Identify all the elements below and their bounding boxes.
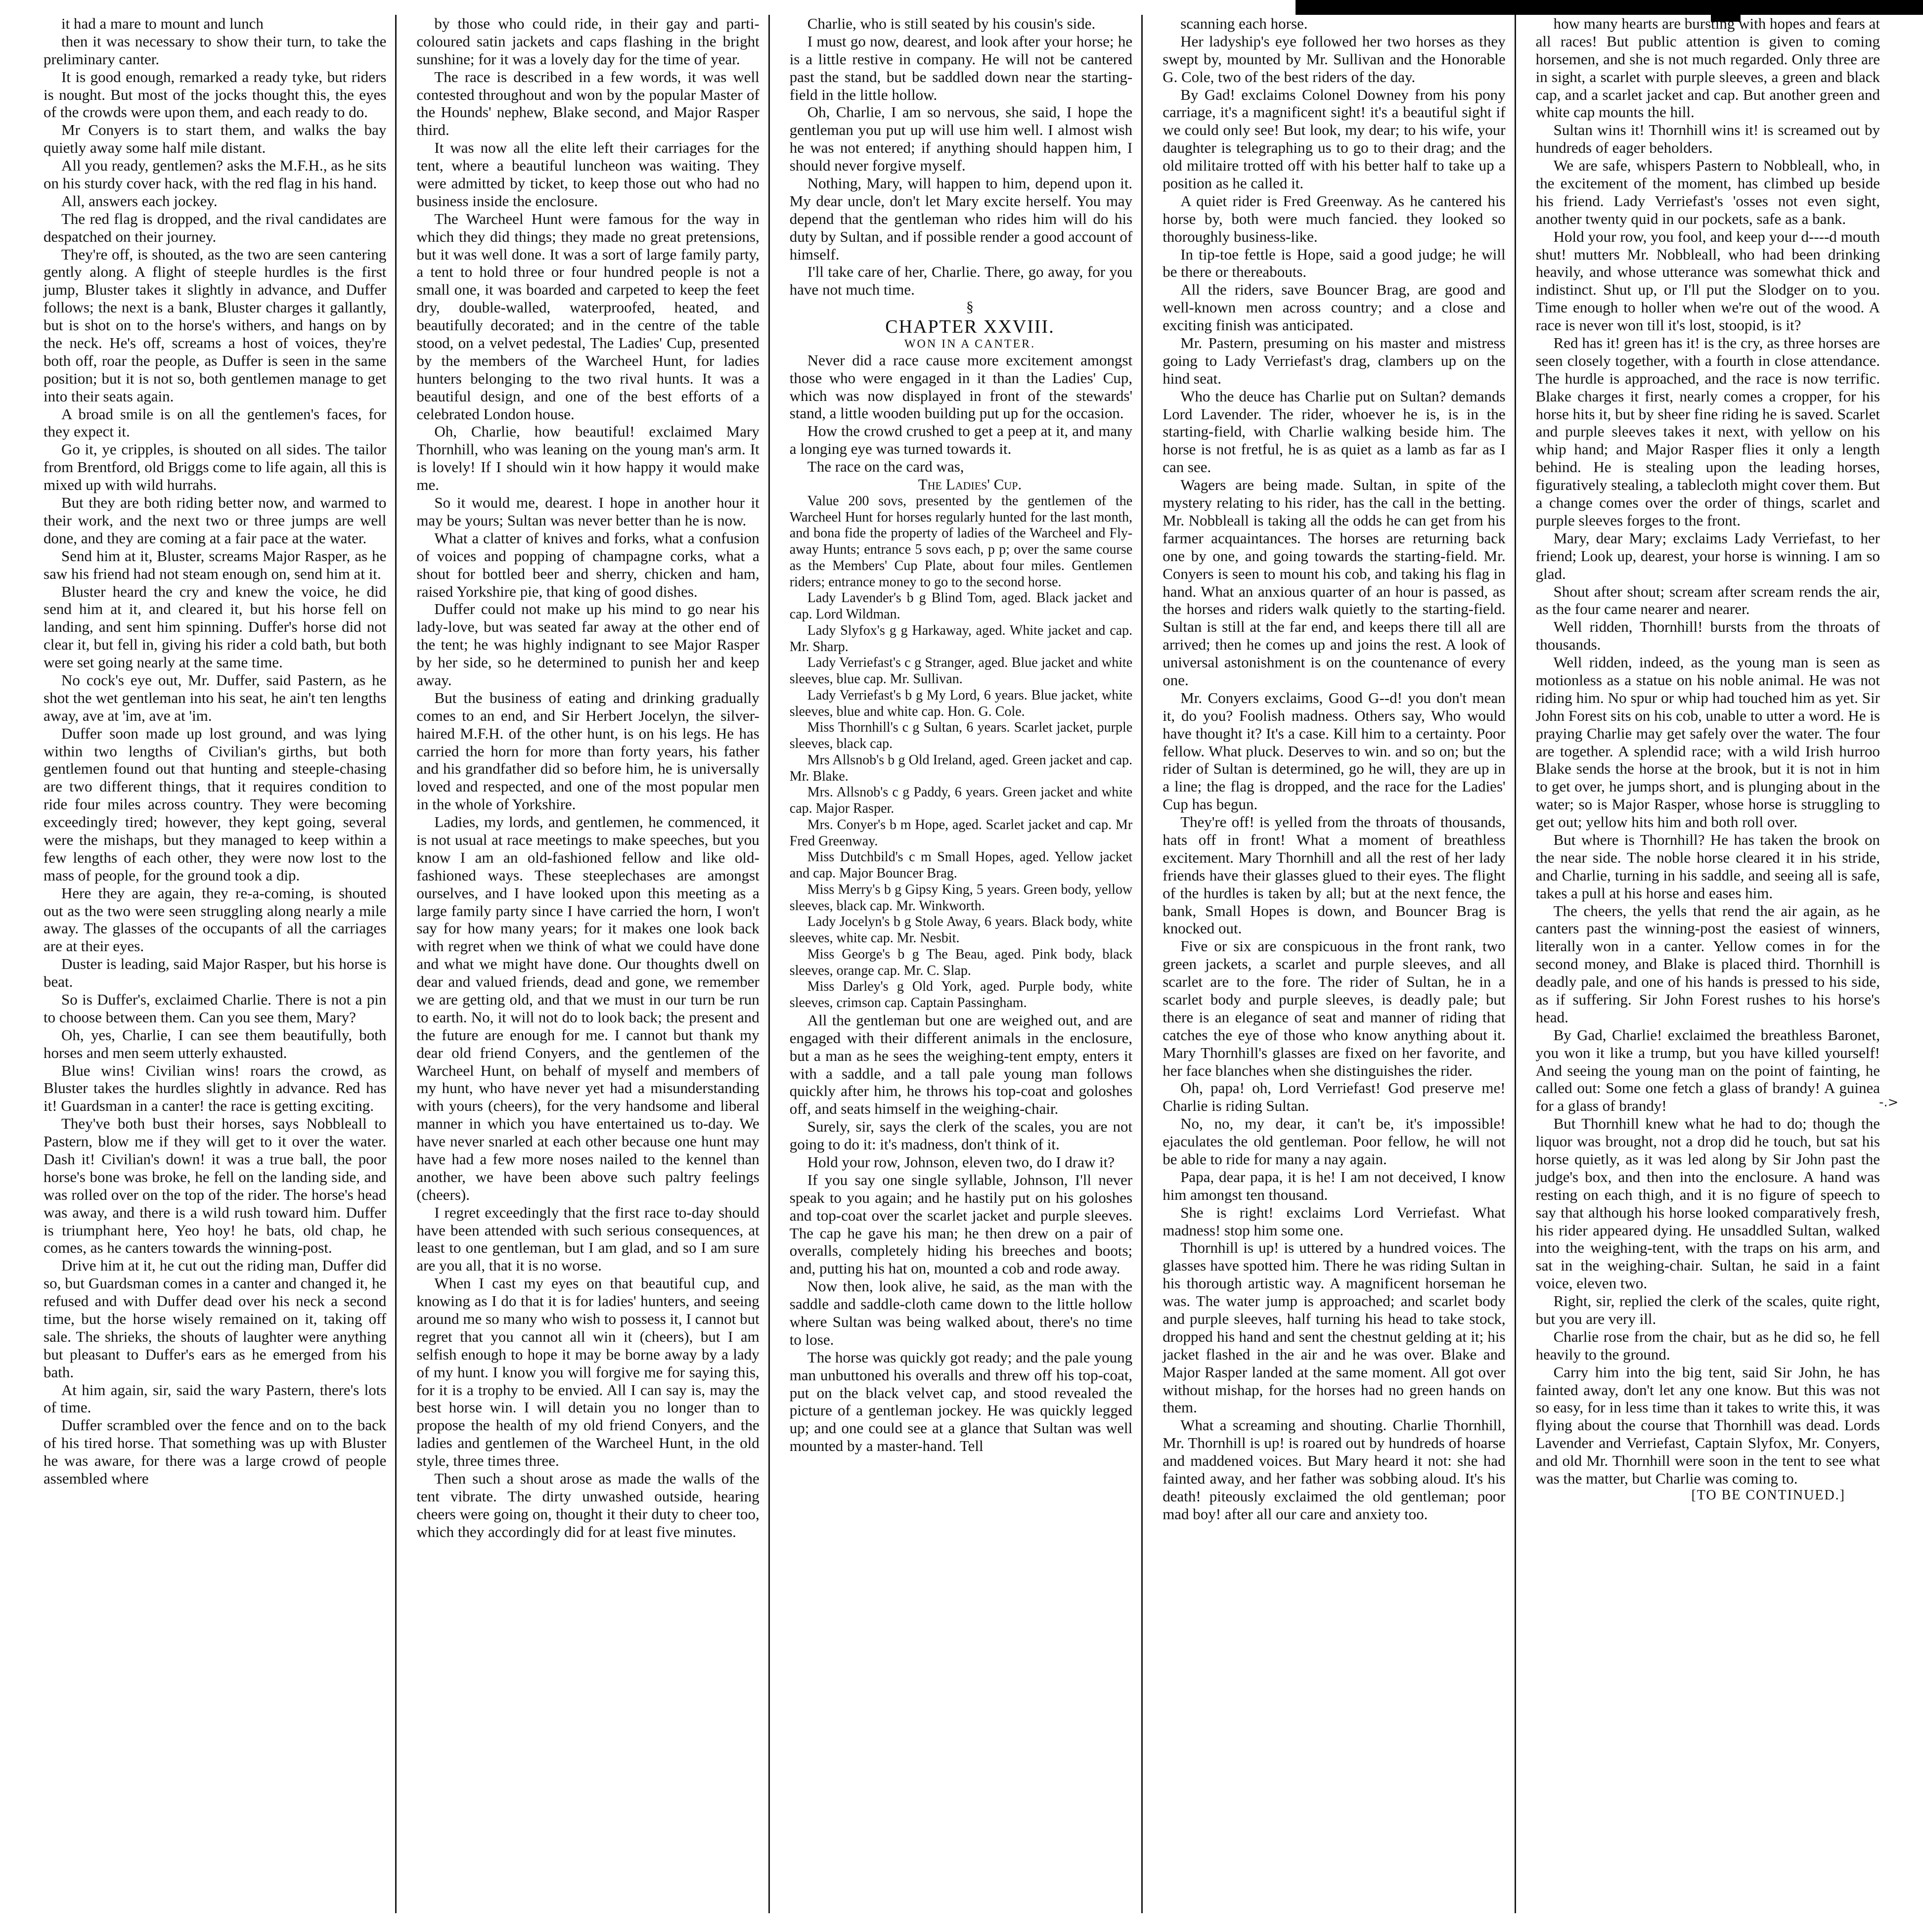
paragraph: The red flag is dropped, and the rival candidates are despatched on their journey. [44, 210, 387, 245]
column-3 [781, 15, 1143, 1913]
paragraph: They're off! is yelled from the throats of thousands, hats off in front! What a moment of breathless excitement. Mary Thornhill and all the rest of her lady friends have their glasses glued to their eyes. The flight of the hurdles is taken by all; but at the next fence, the bank, Small Hopes is down, and Bouncer Brag is knocked out. [1163, 813, 1506, 937]
column-1-text [44, 15, 386, 1488]
paragraph: Right, sir, replied the clerk of the scales, quite right, but you are very ill. [1535, 1292, 1880, 1328]
paragraph: How the crowd crushed to get a peep at it, and many a longing eye was turned towards it. [789, 422, 1133, 458]
paragraph: But the business of eating and drinking gradually comes to an end, and Sir Herbert Jocelyn, the silver-haired M.F.H. of the other hunt, is on his legs. He has carried the horn for more than forty years, his father and his grandfather did so before him, he is universally loved and respected, and one of the most popular men in the whole of Yorkshire. [416, 689, 760, 813]
paragraph: We are safe, whispers Pastern to Nobbleall, who, in the excitement of the moment, has climbed up beside his friend. Lady Verriefast's 'osses not even sight, another twenty quid in our pockets, safe as a bank. [1535, 157, 1880, 227]
section-ornament: § [966, 299, 974, 315]
paragraph: Five or six are conspicuous in the front rank, two green jackets, a scarlet and purple sleeves, and all scarlet are to the fore. The rider of Sultan, he in a scarlet body and purple sleeves, is deadly pale; but there is an elegance of seat and manner of riding that catches the eye of those who know anything about it. Mary Thornhill's glasses are fixed on her favorite, and her face blanches when she distinguishes the rider. [1163, 937, 1506, 1079]
paragraph: Oh, yes, Charlie, I can see them beautifully, both horses and men seem utterly exhausted. [44, 1026, 387, 1061]
paragraph: Oh, Charlie, I am so nervous, she said, I hope the gentleman you put up will use him well. I almost wish he was not entered; if anything should happen him, I should never forgive myself. [789, 103, 1133, 175]
race-entry: Lady Lavender's b g Blind Tom, aged. Black jacket and cap. Lord Wildman. [789, 590, 1133, 622]
paragraph: What a clatter of knives and forks, what a confusion of voices and popping of champagne corks, what a shout for bottled beer and sherry, chicken and ham, raised Yorkshire pie, that king of good dishes. [416, 529, 760, 600]
paragraph: At him again, sir, said the wary Pastern, there's lots of time. [44, 1381, 387, 1416]
paragraph: Mr. Pastern, presuming on his master and mistress going to Lady Verriefast's drag, clambers up on the hind seat. [1163, 334, 1506, 387]
paragraph: Duffer soon made up lost ground, and was lying within two lengths of Civilian's girths, but both gentlemen found out that hunting and steeple-chasing are two different things, that it requires condition to ride four miles across country. They were becoming exceedingly tired; however, they kept going, several were the mishaps, but they managed to keep within a few lengths of each other, they were now lost to the mass of people, for the ground took a dip. [44, 724, 387, 884]
paragraph: Thornhill is up! is uttered by a hundred voices. The glasses have spotted him. There he was riding Sultan in his thorough artistic way. A magnificent horseman he was. The water jump is approached; and scarlet body and purple sleeves, half turning his head to take stock, dropped his hand and sent the chestnut gelding at it; his jacket flashed in the air and he was over. Blake and Major Rasper landed at the same moment. All got over without mishap, for the horses had no green hands on them. [1163, 1239, 1506, 1416]
paragraph: If you say one single syllable, Johnson, I'll never speak to you again; and he hastily put on his goloshes and top-coat over the scarlet jacket and purple sleeves. The cap he gave his man; he then drew on a pair of overalls, completely hiding his breeches and boots; and, putting his hat on, mounted a cob and rode away. [789, 1171, 1133, 1277]
paragraph: Hold your row, you fool, and keep your d----d mouth shut! mutters Mr. Nobbleall, who had been drinking heavily, and whose utterance was somewhat thick and indistinct. Shut up, or I'll put the Slodger on to you. Time enough to holler when we're out of the wood. A race is never won till it's lost, stoopid, is it? [1535, 227, 1880, 334]
race-entry: Miss Darley's g Old York, aged. Purple body, white sleeves, crimson cap. Captain Passingham. [789, 979, 1133, 1011]
paragraph: But where is Thornhill? He has taken the brook on the near side. The noble horse cleared it in his stride, and Charlie, turning in his saddle, and seeing all is safe, takes a pull at his horse and eases him. [1535, 831, 1880, 902]
paragraph: When I cast my eyes on that beautiful cup, and knowing as I do that it is for ladies' hunters, and seeing around me so many who wish to possess it, I cannot but regret that you cannot all win it (cheers), but I am selfish enough to hope it may be borne away by a lady of my hunt. I know you will forgive me for saying this, for it is a trophy to be envied. All I can say is, may the best horse win. I will detain you no longer than to propose the health of my old friend Conyers, and the ladies and gentlemen of the Warcheel Hunt, in the old style, three times three. [416, 1274, 760, 1470]
newspaper-page [35, 15, 1889, 1913]
paragraph: Well ridden, indeed, as the young man is seen as motionless as a statue on his noble animal. He was not riding him. No spur or whip had touched him as yet. Sir John Forest sits on his cob, unable to utter a word. He is praying Charlie may get safely over the water. The four are together. A splendid race; with a wild Irish hurroo Blake sends the horse at the brook, but it is not in him to get over, he jumps short, and is plunging about in the water; so is Major Rasper, whose horse is struggling to get out; yellow hits him and both roll over. [1535, 654, 1880, 831]
paragraph: Blue wins! Civilian wins! roars the crowd, as Bluster takes the hurdles slightly in advance. Red has it! Guardsman in a canter! the race is getting exciting. [44, 1061, 387, 1115]
paragraph: Sultan wins it! Thornhill wins it! is screamed out by hundreds of eager beholders. [1535, 121, 1880, 157]
paragraph: The horse was quickly got ready; and the pale young man unbuttoned his overalls and threw off his top-coat, put on the black velvet cap, and stood revealed the picture of a gentleman jockey. He was quickly legged up; and one could see at a glance that Sultan was well mounted by a master-hand. Tell [789, 1348, 1133, 1455]
paragraph: It is good enough, remarked a ready tyke, but riders is nought. But most of the jocks thought this, the eyes of the crowds were upon them, and each ready to do. [44, 68, 387, 121]
chapter-intro-text [790, 351, 1132, 476]
race-entry: Mrs. Allsnob's c g Paddy, 6 years. Green jacket and white cap. Major Rasper. [789, 785, 1133, 817]
column-5 [1527, 15, 1889, 1913]
paragraph: No, no, my dear, it can't be, it's impossible! ejaculates the old gentleman. Poor fellow, he will not be able to ride for many a nay again. [1163, 1115, 1506, 1168]
paragraph: In tip-toe fettle is Hope, said a good judge; he will be there or thereabouts. [1163, 245, 1506, 281]
paragraph: But Thornhill knew what he had to do; though the liquor was brought, not a drop did he touch, but sat his horse quietly, as it was led along by Sir John past the judge's box, and then into the enclosure. A hand was resting on each thigh, and it is no figure of speech to say that although his horse looked comparatively fresh, his rider appeared dying. He unsaddled Sultan, walked into the weighing-tent, with the traps on his arm, and sat in the weighing-chair. Sultan, he said in a faint voice, eleven two. [1535, 1115, 1880, 1292]
paragraph: Who the deuce has Charlie put on Sultan? demands Lord Lavender. The rider, whoever he is, is in the starting-field, with Charlie walking beside him. The horse is not fretful, he is as quiet as a lamb as far as I can see. [1163, 387, 1506, 476]
race-entry: Lady Jocelyn's b g Stole Away, 6 years. Black body, white sleeves, white cap. Mr. Nesbit. [789, 914, 1133, 946]
paragraph: Charlie rose from the chair, but as he did so, he fell heavily to the ground. [1535, 1327, 1880, 1363]
paragraph: So it would me, dearest. I hope in another hour it may be yours; Sultan was never better than he is now. [416, 494, 760, 529]
column-4-text [1163, 15, 1505, 1523]
paragraph: Wagers are being made. Sultan, in spite of the mystery relating to his rider, has the call in the betting. Mr. Nobbleall is taking all the odds he can get from his farmer acquaintances. The horses are returning back one by one, and going towards the starting-field. Mr. Conyers is seen to mount his cob, and taking his flag in hand. What an anxious quarter of an hour is passed, as the horses and riders walk quietly to the starting-field. Sultan is still at the far end, and keeps there till all are arrived; then he comes up and joins the rest. A look of universal astonishment is on the countenance of every one. [1163, 476, 1506, 689]
race-entries-list [790, 590, 1132, 1011]
paragraph: Mary, dear Mary; exclaims Lady Verriefast, to her friend; Look up, dearest, your horse is winning. I am so glad. [1535, 529, 1880, 582]
to-be-continued-footer: [TO BE CONTINUED.] [1691, 1487, 1845, 1503]
paragraph: Nothing, Mary, will happen to him, depend upon it. My dear uncle, don't let Mary excite herself. You may depend that the gentleman who rides him will do his duty by Sultan, and if possible render a good account of himself. [789, 175, 1133, 263]
race-entry: Miss George's b g The Beau, aged. Pink body, black sleeves, orange cap. Mr. C. Slap. [789, 946, 1133, 978]
paragraph: Bluster heard the cry and knew the voice, he did send him at it, and cleared it, but his horse fell on landing, and sent him spinning. Duffer's horse did not clear it, but fell in, giving his rider a cold bath, but both were set going nearly at the same time. [44, 582, 387, 671]
column-2-text [416, 15, 759, 1541]
paragraph: Hold your row, Johnson, eleven two, do I draw it? [807, 1153, 1115, 1171]
paragraph: All, answers each jockey. [61, 192, 218, 210]
paragraph: I must go now, dearest, and look after your horse; he is a little restive in company. He will not be cantered past the stand, but be saddled down near the starting-field in the little hollow. [789, 32, 1133, 103]
paragraph: Papa, dear papa, it is he! I am not deceived, I know him amongst ten thousand. [1163, 1168, 1506, 1203]
race-terms: Value 200 sovs, presented by the gentlemen of the Warcheel Hunt for horses regularly hunted for the last month, and bona fide the property of ladies of the Warcheel and Fly-away Hunts; entrance 5 sovs each, p p; over the same course as the Members' Cup Plate, about four miles. Gentlemen riders; entrance money to go to the second horse. [789, 493, 1133, 590]
paragraph: Never did a race cause more excitement amongst those who were engaged in it than the Ladies' Cup, which was now displayed in front of the stewards' stand, a little wooden building put up for the occasion. [789, 351, 1133, 422]
column-3-lead-text [790, 15, 1132, 299]
paragraph: All the riders, save Bouncer Brag, are good and well-known men across country; and a close and exciting finish was anticipated. [1163, 281, 1506, 334]
paragraph: So is Duffer's, exclaimed Charlie. There is not a pin to choose between them. Can you see them, Mary? [44, 990, 387, 1026]
paragraph: Send him at it, Bluster, screams Major Rasper, as he saw his friend had not steam enough on, send him at it. [44, 547, 387, 582]
paragraph: Oh, Charlie, how beautiful! exclaimed Mary Thornhill, who was leaning on the young man's arm. It is lovely! If I should win it how happy it would make me. [416, 423, 760, 494]
paragraph: Now then, look alive, he said, as the man with the saddle and saddle-cloth came down to the little hollow where Sultan was being walked about, there's no time to lose. [789, 1277, 1133, 1348]
paragraph: They're off, is shouted, as the two are seen cantering gently along. A flight of steeple hurdles is the first jump, Bluster takes it slightly in advance, and Duffer follows; the next is a bank, Bluster charges it gallantly, but is shot on to the horse's withers, and hangs on by the neck. He's off, screams a host of voices, they're both off, roar the people, as Duffer is seen in the same position; but it is not so, both gentlemen manage to get into their seats again. [44, 245, 387, 405]
paragraph: Drive him at it, he cut out the riding man, Duffer did so, but Guardsman comes in a canter and changed it, he refused and with Duffer dead over his neck a second time, but the horse wisely remained on it, taking off sale. The shrieks, the shouts of laughter were anything but pleasant to Duffer's ears as he emerged from his bath. [44, 1257, 387, 1381]
column-1 [35, 15, 397, 1913]
paragraph: Surely, sir, says the clerk of the scales, you are not going to do it: it's madness, don't think of it. [789, 1118, 1133, 1153]
column-3-text [790, 1011, 1132, 1455]
paragraph: By Gad! exclaims Colonel Downey from his pony carriage, it's a magnificent sight! it's a beautiful sight if we could only see! But look, my dear; to his wife, your daughter is telegraphing us to go to their drag; and the old militaire trotted off with his better half to take up a position as he called it. [1163, 86, 1506, 192]
paragraph: Charlie, who is still seated by his cousin's side. [807, 15, 1096, 32]
column-2 [407, 15, 769, 1913]
paragraph: Shout after shout; scream after scream rends the air, as the four came nearer and nearer. [1535, 582, 1880, 618]
paragraph: how many hearts are bursting with hopes and fears at all races! But public attention is given to coming horsemen, and she is not much regarded. Only three are in sight, a scarlet with purple sleeves, a green and black cap, and a scarlet jacket and cap. But another green and white cap mounts the hill. [1535, 15, 1880, 121]
paragraph: Oh, papa! oh, Lord Verriefast! God preserve me! Charlie is riding Sultan. [1163, 1079, 1506, 1115]
paragraph: The cheers, the yells that rend the air again, as he canters past the winning-post the easiest of winners, literally won in a canter. Yellow comes in for the second money, and Blake is placed third. Thornhill is deadly pale, and one of his hands is pressed to his side, as if suffering. Sir John Forest rushes to his horse's head. [1535, 902, 1880, 1026]
paragraph: All the gentleman but one are weighed out, and are engaged with their different animals in the enclosure, but a man as he sees the weighing-tent empty, enters it with a saddle, and a tall pale young man follows quickly after him, he throws his top-coat and goloshes off, and seats himself in the weighing-chair. [789, 1011, 1133, 1118]
paragraph: Her ladyship's eye followed her two horses as they swept by, mounted by Mr. Sullivan and the Honorable G. Cole, two of the best riders of the day. [1163, 32, 1506, 86]
paragraph: She is right! exclaims Lord Verriefast. What madness! stop him some one. [1163, 1203, 1506, 1239]
paragraph: All you ready, gentlemen? asks the M.F.H., as he sits on his sturdy cover hack, with the red flag in his hand. [44, 157, 387, 192]
paragraph: It was now all the elite left their carriages for the tent, where a beautiful luncheon was waiting. They were admitted by ticket, to keep those out who had no business inside the enclosure. [416, 139, 760, 210]
paragraph: I regret exceedingly that the first race to-day should have been attended with such serious consequences, at least to one gentleman, but I am glad, and so I am sure are you all, that it is no worse. [416, 1203, 760, 1274]
column-5-text [1536, 15, 1880, 1488]
chapter-subheading: WON IN A CANTER. [904, 337, 1036, 351]
race-entry: Lady Verriefast's b g My Lord, 6 years. Blue jacket, white sleeves, blue and white cap. Hon. G. Cole. [789, 687, 1133, 719]
paragraph: Duffer scrambled over the fence and on to the back of his tired horse. That something was up with Bluster he was aware, for there was a large crowd of people assembled where [44, 1416, 387, 1488]
paragraph: The race on the card was, [807, 458, 964, 476]
column-4 [1154, 15, 1516, 1913]
race-entry: Mrs. Conyer's b m Hope, aged. Scarlet jacket and cap. Mr Fred Greenway. [789, 817, 1133, 849]
paragraph: Carry him into the big tent, said Sir John, he has fainted away, don't let any one know. But this was not so easy, for in less time than it takes to write this, it was flying about the course that Thornhill was dead. Lords Lavender and Verriefast, Captain Slyfox, Mr. Conyers, and old Mr. Thornhill were soon in the tent to see what was the matter, but Charlie was coming to. [1535, 1363, 1880, 1488]
paragraph: it had a mare to mount and lunch [61, 15, 264, 32]
race-entry: Miss Thornhill's c g Sultan, 6 years. Scarlet jacket, purple sleeves, black cap. [789, 720, 1133, 752]
race-entry: Miss Merry's b g Gipsy King, 5 years. Green body, yellow sleeves, black cap. Mr. Winkworth. [789, 881, 1133, 914]
paragraph: What a screaming and shouting. Charlie Thornhill, Mr. Thornhill is up! is roared out by hundreds of hoarse and maddened voices. But Mary heard it not: she had fainted away, and her father was sobbing aloud. It's his death! piteously exclaimed the old gentleman; poor mad boy! after all our care and anxiety too. [1163, 1416, 1506, 1523]
paragraph: A broad smile is on all the gentlemen's faces, for they expect it. [44, 405, 387, 440]
paragraph: Mr Conyers is to start them, and walks the bay quietly away some half mile distant. [44, 121, 387, 157]
race-entry: Lady Verriefast's c g Stranger, aged. Blue jacket and white sleeves, blue cap. Mr. Sullivan. [789, 655, 1133, 687]
chapter-heading: CHAPTER XXVIII. [885, 316, 1055, 337]
race-title: The Ladies' Cup. [918, 476, 1022, 493]
paragraph: But they are both riding better now, and warmed to their work, and the next two or three jumps are well done, and they are coming at a fair pace at the water. [44, 494, 387, 547]
race-entry: Lady Slyfox's g g Harkaway, aged. White jacket and cap. Mr. Sharp. [789, 622, 1133, 655]
paragraph: No cock's eye out, Mr. Duffer, said Pastern, as he shot the wet gentleman into his seat, he ain't ten lengths away, ave at 'im, ave at 'im. [44, 671, 387, 724]
paragraph: Go it, ye cripples, is shouted on all sides. The tailor from Brentford, old Briggs come to life again, all this is mixed up with wild hurrahs. [44, 440, 387, 494]
paragraph: Then such a shout arose as made the walls of the tent vibrate. The dirty unwashed outside, hearing cheers were going on, thought it their duty to cheer too, which they accordingly did for at least five minutes. [416, 1470, 760, 1540]
paragraph: then it was necessary to show their turn, to take the preliminary canter. [44, 32, 387, 68]
paragraph: The Warcheel Hunt were famous for the way in which they did things; they made no great pretensions, but it was well done. It was a sort of large family party, a tent to hold three or four hundred people is not a small one, it was boarded and carpeted to keep the feet dry, double-walled, waterproofed, heated, and beautifully decorated; and in the centre of the table stood, on a velvet pedestal, The Ladies' Cup, presented by the members of the Warcheel Hunt, for ladies hunters belonging to the two rival hunts. It was a beautiful design, and one of the best efforts of a celebrated London house. [416, 210, 760, 423]
race-entry: Miss Dutchbild's c m Small Hopes, aged. Yellow jacket and cap. Major Bouncer Brag. [789, 849, 1133, 881]
paragraph: Ladies, my lords, and gentlemen, he commenced, it is not usual at race meetings to make speeches, but you know I am an old-fashioned fellow and like old-fashioned ways. These steeplechases are amongst ourselves, and I have looked upon this meeting as a large family party since I have carried the horn, I won't say for how many years; for it makes one look back with regret when we think of what we could have done and what we might have done. Our thoughts dwell on dear and valued friends, dead and gone, we remember we are getting old, and that we must in our turn be run to earth. No, it will not do to look back; the present and the future are enough for me. I cannot but thank my dear old friend Conyers, and the gentlemen of the Warcheel Hunt, on behalf of myself and members of my hunt, who have never yet had a misunderstanding with yours (cheers), for the very handsome and liberal manner in which you have entertained us to-day. We have never snarled at each other because one hunt may have had a few more noses nailed to the kennel than another, we have been above such paltry feelings (cheers). [416, 813, 760, 1203]
paragraph: scanning each horse. [1180, 15, 1308, 32]
paragraph: They've both bust their horses, says Nobbleall to Pastern, blow me if they will get to it over the water. Dash it! Civilian's down! it was a true ball, the poor horse's bone was broke, he fell on the landing side, and was rolled over on the top of the rider. The horse's head was away, and there is a wild rush toward him. Duffer is triumphant here, Yeo hoy! he bats, old chap, he comes, as he canters towards the winning-post. [44, 1115, 387, 1257]
paragraph: By Gad, Charlie! exclaimed the breathless Baronet, you won it like a trump, but you have killed yourself! And seeing the young man on the point of fainting, he called out: Some one fetch a glass of brandy! A guinea for a glass of brandy! [1535, 1026, 1880, 1115]
paragraph: Duster is leading, said Major Rasper, but his horse is beat. [44, 955, 387, 991]
margin-mark: -.> [1879, 1095, 1899, 1110]
paragraph: I'll take care of her, Charlie. There, go away, for you have not much time. [789, 263, 1133, 299]
paragraph: by those who could ride, in their gay and parti-coloured satin jackets and caps flashing in the bright sunshine; for it was a lovely day for the time of year. [416, 15, 760, 68]
race-entry: Mrs Allsnob's b g Old Ireland, aged. Green jacket and cap. Mr. Blake. [789, 752, 1133, 784]
paragraph: Here they are again, they re-a-coming, is shouted out as the two were seen struggling along nearly a mile away. The glasses of the occupants of all the carriages are at their eyes. [44, 884, 387, 955]
scan-edge-bar [1296, 0, 1923, 15]
paragraph: A quiet rider is Fred Greenway. As he cantered his horse by, both were much fancied. they looked so thoroughly business-like. [1163, 192, 1506, 245]
paragraph: Mr. Conyers exclaims, Good G--d! you don't mean it, do you? Foolish madness. Others say, Who would have thought it? It's a case. Kill him to a certainty. Poor fellow. What pluck. Deserves to win. and so on; but the rider of Sultan is determined, go he will, they are up in a line; the flag is dropped, and the race for the Ladies' Cup has begun. [1163, 689, 1506, 813]
paragraph: Well ridden, Thornhill! bursts from the throats of thousands. [1535, 618, 1880, 654]
paragraph: The race is described in a few words, it was well contested throughout and won by the popular Master of the Hounds' nephew, Blake second, and Major Rasper third. [416, 68, 760, 139]
paragraph: Red has it! green has it! is the cry, as three horses are seen closely together, with a fourth in close attendance. The hurdle is approached, and the race is now terrific. Blake charges it first, nearly comes a cropper, for his horse hits it, but by sheer fine riding he is saved. Scarlet and purple sleeves takes it next, with yellow on his whip hand; and Major Rasper flies it only a length behind. He is stealing upon the leading horses, figuratively stealing, a tablecloth might cover them. But a change comes over the order of things, scarlet and purple sleeves forges to the front. [1535, 334, 1880, 529]
paragraph: Duffer could not make up his mind to go near his lady-love, but was seated far away at the other end of the tent; he was highly indignant to see Major Rasper by her side, so he determined to punish her and keep away. [416, 600, 760, 689]
